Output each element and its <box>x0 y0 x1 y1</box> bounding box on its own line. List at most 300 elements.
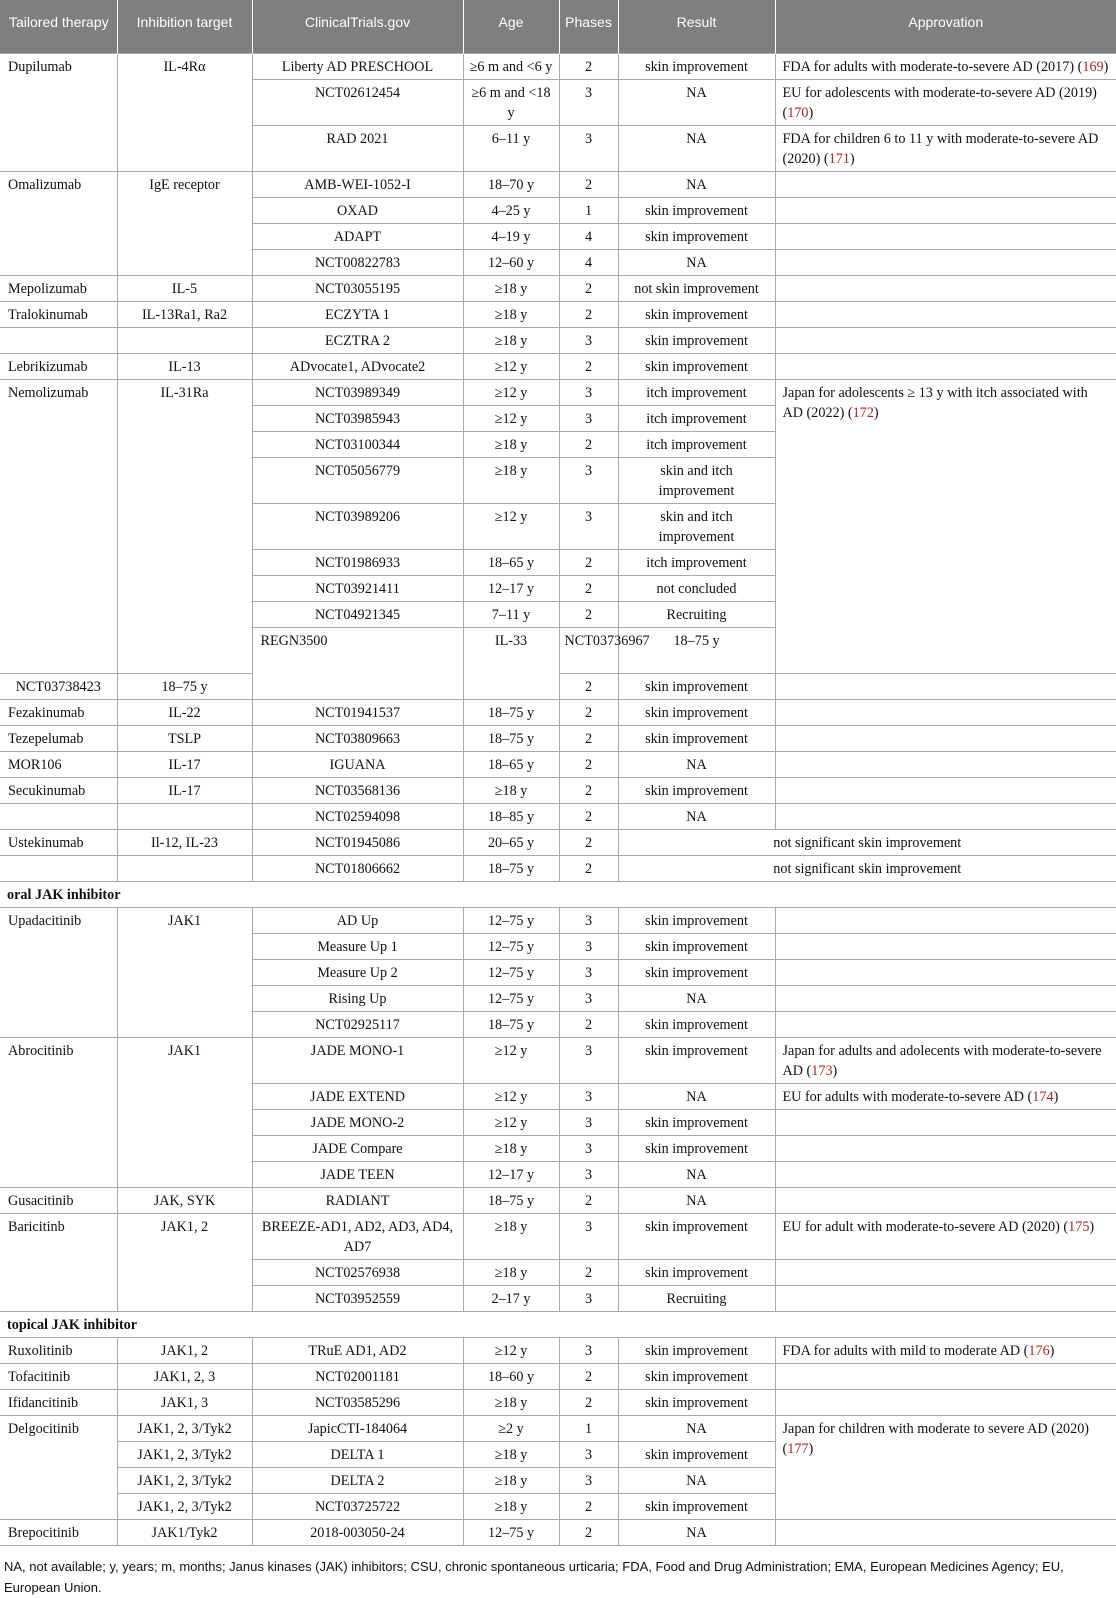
trial-id-cell: NCT01986933 <box>252 550 463 576</box>
approval-cell <box>775 172 1116 198</box>
phase-cell: 2 <box>559 674 618 700</box>
trial-id-cell: NCT03585296 <box>252 1390 463 1416</box>
result-cell: itch improvement <box>618 406 775 432</box>
trial-id-cell: ECZYTA 1 <box>252 302 463 328</box>
trial-id-cell: JADE MONO-2 <box>252 1110 463 1136</box>
age-cell: ≥18 y <box>463 778 559 804</box>
trial-id-cell: NCT01945086 <box>252 830 463 856</box>
table-row <box>0 908 1116 934</box>
therapy-cell: Ruxolitinib <box>0 1338 117 1364</box>
target-cell: JAK1, 2, 3/Tyk2 <box>117 1468 252 1494</box>
age-cell: 4–25 y <box>463 198 559 224</box>
table-row <box>0 1390 1116 1416</box>
target-cell: TSLP <box>117 726 252 752</box>
target-cell: JAK1, 2 <box>117 1214 252 1312</box>
table-row <box>0 172 1116 198</box>
age-cell: ≥18 y <box>463 1260 559 1286</box>
age-cell: ≥6 m and <6 y <box>463 54 559 80</box>
target-cell: JAK1, 2, 3/Tyk2 <box>117 1442 252 1468</box>
result-cell: NA <box>618 752 775 778</box>
phase-cell: 2 <box>559 550 618 576</box>
phase-cell: 2 <box>559 276 618 302</box>
table-row <box>0 830 1116 856</box>
age-cell: 18–75 y <box>463 1012 559 1038</box>
target-cell: Il-12, IL-23 <box>117 830 252 856</box>
therapy-cell: Ustekinumab <box>0 830 117 856</box>
phase-cell: 4 <box>559 224 618 250</box>
trial-id-cell: NCT03952559 <box>252 1286 463 1312</box>
table-body <box>0 54 1116 1546</box>
col-header-result: Result <box>618 0 775 54</box>
age-cell: 6–11 y <box>463 126 559 172</box>
age-cell: 18–75 y <box>463 1188 559 1214</box>
therapy-cell: Omalizumab <box>0 172 117 276</box>
approval-cell <box>775 726 1116 752</box>
target-cell: IL-22 <box>117 700 252 726</box>
age-cell: ≥12 y <box>463 504 559 550</box>
phase-cell: 3 <box>559 1286 618 1312</box>
age-cell: ≥6 m and <18 y <box>463 80 559 126</box>
phase-cell: 2 <box>559 856 618 882</box>
result-cell: skin improvement <box>618 778 775 804</box>
phase-cell: 3 <box>559 1338 618 1364</box>
trial-id-cell: AD Up <box>252 908 463 934</box>
trial-id-cell: NCT03736967 <box>559 628 618 674</box>
age-cell: ≥18 y <box>463 458 559 504</box>
approval-cell <box>775 276 1116 302</box>
approval-cell <box>775 804 1116 830</box>
age-cell: 18–70 y <box>463 172 559 198</box>
age-cell: 18–60 y <box>463 1364 559 1390</box>
col-header-target: Inhibition target <box>117 0 252 54</box>
target-cell: IL-4Rα <box>117 54 252 172</box>
age-cell: 18–75 y <box>618 628 775 674</box>
result-cell: NA <box>618 80 775 126</box>
trial-id-cell: DELTA 2 <box>252 1468 463 1494</box>
target-cell: JAK1, 2, 3 <box>117 1364 252 1390</box>
trial-id-cell: NCT02612454 <box>252 80 463 126</box>
age-cell: 12–60 y <box>463 250 559 276</box>
result-cell: skin improvement <box>618 908 775 934</box>
age-cell: ≥12 y <box>463 354 559 380</box>
result-cell: NA <box>618 126 775 172</box>
age-cell: ≥12 y <box>463 1338 559 1364</box>
target-cell: IgE receptor <box>117 172 252 276</box>
approval-text: EU for adult with moderate-to-severe AD (2020) ( <box>782 1219 1069 1235</box>
trial-id-cell: BREEZE-AD1, AD2, AD3, AD4, AD7 <box>252 1214 463 1260</box>
therapy-cell: Tezepelumab <box>0 726 117 752</box>
reference-link[interactable]: 170 <box>787 105 809 121</box>
age-cell: ≥18 y <box>463 276 559 302</box>
trial-id-cell: Rising Up <box>252 986 463 1012</box>
age-cell: ≥12 y <box>463 380 559 406</box>
result-cell: NA <box>618 1416 775 1442</box>
approval-cell <box>775 250 1116 276</box>
trial-id-cell: NCT03738423 <box>0 674 117 700</box>
target-cell: JAK1 <box>117 908 252 1038</box>
result-cell: NA <box>618 986 775 1012</box>
approval-cell <box>775 1338 1116 1364</box>
therapy-cell: Fezakinumab <box>0 700 117 726</box>
reference-link[interactable]: 172 <box>852 405 874 421</box>
phase-cell: 1 <box>559 1416 618 1442</box>
table-row <box>0 1338 1116 1364</box>
result-cell: skin improvement <box>618 1214 775 1260</box>
approval-text: FDA for children 6 to 11 y with moderate-to-severe AD (2020) ( <box>782 131 1099 167</box>
phase-cell: 3 <box>559 1038 618 1084</box>
therapy-cell: REGN3500 <box>252 628 463 700</box>
target-cell: IL-31Ra <box>117 380 252 674</box>
result-cell: skin improvement <box>618 302 775 328</box>
age-cell: ≥12 y <box>463 1038 559 1084</box>
table-row <box>0 700 1116 726</box>
approval-cell <box>775 1214 1116 1260</box>
therapy-cell: Tralokinumab <box>0 302 117 328</box>
age-cell: 12–75 y <box>463 1520 559 1546</box>
approval-cell <box>775 1110 1116 1136</box>
age-cell: 12–17 y <box>463 1162 559 1188</box>
approval-cell <box>775 908 1116 934</box>
result-cell: skin and itch improvement <box>618 504 775 550</box>
trial-id-cell: ADvocate1, ADvocate2 <box>252 354 463 380</box>
age-cell: 18–75 y <box>117 674 252 700</box>
approval-cell <box>775 302 1116 328</box>
approval-cell <box>775 1416 1116 1520</box>
result-cell: itch improvement <box>618 432 775 458</box>
approval-cell <box>775 54 1116 80</box>
table-row <box>0 1416 1116 1442</box>
phase-cell: 2 <box>559 1188 618 1214</box>
phase-cell: 2 <box>559 1494 618 1520</box>
therapy-cell <box>0 328 117 354</box>
table-row <box>0 302 1116 328</box>
therapy-cell: Gusacitinib <box>0 1188 117 1214</box>
approval-text: EU for adults with moderate-to-severe AD ( <box>782 1089 1033 1105</box>
section-label: topical JAK inhibitor <box>0 1312 1116 1338</box>
col-header-phases: Phases <box>559 0 618 54</box>
approval-cell <box>775 674 1116 700</box>
trial-id-cell: ADAPT <box>252 224 463 250</box>
result-cell: Recruiting <box>618 602 775 628</box>
reference-link[interactable]: 169 <box>1082 59 1104 75</box>
result-cell: skin improvement <box>618 1110 775 1136</box>
trial-id-cell: IGUANA <box>252 752 463 778</box>
phase-cell: 3 <box>559 126 618 172</box>
age-cell: 12–75 y <box>463 934 559 960</box>
target-cell <box>117 328 252 354</box>
therapy-cell <box>0 804 117 830</box>
result-cell: not concluded <box>618 576 775 602</box>
result-cell: skin and itch improvement <box>618 458 775 504</box>
table-row <box>0 752 1116 778</box>
approval-text: EU for adolescents with moderate-to-severe AD (2019) ( <box>782 85 1097 121</box>
target-cell: IL-13 <box>117 354 252 380</box>
result-cell: skin improvement <box>618 354 775 380</box>
table-header <box>0 0 1116 54</box>
approval-cell <box>775 328 1116 354</box>
age-cell: 18–85 y <box>463 804 559 830</box>
result-cell: NA <box>618 250 775 276</box>
reference-link[interactable]: 175 <box>1068 1219 1090 1235</box>
table-row <box>0 1188 1116 1214</box>
phase-cell: 3 <box>559 1084 618 1110</box>
phase-cell: 3 <box>559 934 618 960</box>
therapy-cell: Upadacitinib <box>0 908 117 1038</box>
therapy-cell: Dupilumab <box>0 54 117 172</box>
phase-cell: 3 <box>559 1214 618 1260</box>
result-cell: NA <box>618 1162 775 1188</box>
table-row <box>0 354 1116 380</box>
trial-id-cell: OXAD <box>252 198 463 224</box>
phase-cell: 2 <box>559 700 618 726</box>
phase-cell: 2 <box>559 1012 618 1038</box>
approval-cell <box>775 126 1116 172</box>
target-cell: JAK1/Tyk2 <box>117 1520 252 1546</box>
approval-cell <box>775 380 1116 674</box>
target-cell: JAK1, 2 <box>117 1338 252 1364</box>
phase-cell: 3 <box>559 80 618 126</box>
approval-text: FDA for adults with mild to moderate AD ( <box>782 1343 1029 1359</box>
therapy-cell: Delgocitinib <box>0 1416 117 1520</box>
age-cell: ≥18 y <box>463 1214 559 1260</box>
trial-id-cell: JADE Compare <box>252 1136 463 1162</box>
approval-cell <box>775 752 1116 778</box>
trial-id-cell: Liberty AD PRESCHOOL <box>252 54 463 80</box>
age-cell: ≥18 y <box>463 1390 559 1416</box>
age-cell: ≥18 y <box>463 1494 559 1520</box>
approval-cell <box>775 224 1116 250</box>
trial-id-cell: NCT03921411 <box>252 576 463 602</box>
result-cell: skin improvement <box>618 1038 775 1084</box>
section-row <box>0 1312 1116 1338</box>
phase-cell: 2 <box>559 726 618 752</box>
phase-cell: 3 <box>559 380 618 406</box>
result-cell: itch improvement <box>618 380 775 406</box>
result-cell: not significant skin improvement <box>618 830 1116 856</box>
target-cell: JAK1, 3 <box>117 1390 252 1416</box>
phase-cell: 2 <box>559 432 618 458</box>
phase-cell: 2 <box>559 54 618 80</box>
trial-id-cell: NCT03809663 <box>252 726 463 752</box>
approval-text: FDA for adults with moderate-to-severe AD (2017) ( <box>782 59 1083 75</box>
phase-cell: 3 <box>559 406 618 432</box>
target-cell: IL-17 <box>117 752 252 778</box>
therapy-cell: Lebrikizumab <box>0 354 117 380</box>
approval-text: Japan for adults and adolecents with moderate-to-severe AD ( <box>782 1043 1102 1079</box>
approval-cell <box>775 1136 1116 1162</box>
table-row <box>0 380 1116 406</box>
approval-text-end: ) <box>1053 1089 1059 1105</box>
table-row <box>0 1038 1116 1084</box>
approval-cell <box>775 1188 1116 1214</box>
therapy-cell: Tofacitinib <box>0 1364 117 1390</box>
result-cell: skin improvement <box>618 1442 775 1468</box>
age-cell: ≥18 y <box>463 302 559 328</box>
trial-id-cell: NCT02001181 <box>252 1364 463 1390</box>
approval-text-end: ) <box>1089 1219 1095 1235</box>
phase-cell: 2 <box>559 804 618 830</box>
trial-id-cell: Measure Up 1 <box>252 934 463 960</box>
trial-id-cell: NCT03989206 <box>252 504 463 550</box>
result-cell: skin improvement <box>618 1136 775 1162</box>
age-cell: ≥18 y <box>463 432 559 458</box>
target-cell: JAK1, 2, 3/Tyk2 <box>117 1494 252 1520</box>
phase-cell: 2 <box>559 1520 618 1546</box>
reference-link[interactable]: 177 <box>787 1441 809 1457</box>
trial-id-cell: JADE TEEN <box>252 1162 463 1188</box>
result-cell: skin improvement <box>618 54 775 80</box>
col-header-trial: ClinicalTrials.gov <box>252 0 463 54</box>
phase-cell: 4 <box>559 250 618 276</box>
target-cell: JAK1 <box>117 1038 252 1188</box>
therapy-cell <box>0 856 117 882</box>
therapy-cell: Ifidancitinib <box>0 1390 117 1416</box>
table-row <box>0 1364 1116 1390</box>
target-cell <box>117 856 252 882</box>
result-cell: Recruiting <box>618 1286 775 1312</box>
col-header-approval: Approvation <box>775 0 1116 54</box>
therapy-cell: Abrocitinib <box>0 1038 117 1188</box>
result-cell: NA <box>618 172 775 198</box>
age-cell: ≥12 y <box>463 1084 559 1110</box>
age-cell: 18–75 y <box>463 700 559 726</box>
therapy-cell: Secukinumab <box>0 778 117 804</box>
phase-cell: 2 <box>559 1364 618 1390</box>
phase-cell: 2 <box>559 576 618 602</box>
target-cell: JAK1, 2, 3/Tyk2 <box>117 1416 252 1442</box>
therapy-cell: MOR106 <box>0 752 117 778</box>
approval-cell <box>775 1520 1116 1546</box>
age-cell: ≥12 y <box>463 406 559 432</box>
table-row <box>0 1214 1116 1260</box>
result-cell: skin improvement <box>618 1012 775 1038</box>
trial-id-cell: Measure Up 2 <box>252 960 463 986</box>
approval-text-end: ) <box>808 1441 814 1457</box>
trial-id-cell: DELTA 1 <box>252 1442 463 1468</box>
phase-cell: 3 <box>559 458 618 504</box>
col-header-age: Age <box>463 0 559 54</box>
age-cell: ≥2 y <box>463 1416 559 1442</box>
result-cell: skin improvement <box>618 198 775 224</box>
reference-link[interactable]: 174 <box>1032 1089 1054 1105</box>
phase-cell: 2 <box>559 172 618 198</box>
phase-cell: 3 <box>559 1162 618 1188</box>
phase-cell: 3 <box>559 504 618 550</box>
trial-id-cell: JADE MONO-1 <box>252 1038 463 1084</box>
target-cell: IL-33 <box>463 628 559 700</box>
approval-text: Japan for children with moderate to severe AD (2020) ( <box>782 1421 1090 1457</box>
result-cell: NA <box>618 1188 775 1214</box>
table-row <box>0 726 1116 752</box>
reference-link[interactable]: 173 <box>811 1063 833 1079</box>
phase-cell: 2 <box>559 302 618 328</box>
approval-cell <box>775 1286 1116 1312</box>
table-row <box>0 328 1116 354</box>
phase-cell: 3 <box>559 986 618 1012</box>
age-cell: 12–75 y <box>463 986 559 1012</box>
age-cell: 18–65 y <box>463 752 559 778</box>
trial-id-cell: NCT03985943 <box>252 406 463 432</box>
approval-text-end: ) <box>873 405 879 421</box>
approval-cell <box>775 700 1116 726</box>
trial-id-cell: NCT02594098 <box>252 804 463 830</box>
phase-cell: 2 <box>559 354 618 380</box>
trial-id-cell: NCT01941537 <box>252 700 463 726</box>
table-row <box>0 804 1116 830</box>
phase-cell: 2 <box>559 1390 618 1416</box>
phase-cell: 3 <box>559 960 618 986</box>
age-cell: ≥18 y <box>463 1468 559 1494</box>
approval-cell <box>775 1260 1116 1286</box>
target-cell: IL-17 <box>117 778 252 804</box>
trial-id-cell: NCT05056779 <box>252 458 463 504</box>
trial-id-cell: JapicCTI-184064 <box>252 1416 463 1442</box>
col-header-therapy: Tailored therapy <box>0 0 117 54</box>
trial-id-cell: TRuE AD1, AD2 <box>252 1338 463 1364</box>
approval-cell <box>775 1012 1116 1038</box>
phase-cell: 3 <box>559 1136 618 1162</box>
trial-id-cell: NCT02576938 <box>252 1260 463 1286</box>
result-cell: skin improvement <box>618 224 775 250</box>
age-cell: 18–75 y <box>463 856 559 882</box>
phase-cell: 3 <box>559 1110 618 1136</box>
phase-cell: 2 <box>559 778 618 804</box>
reference-link[interactable]: 171 <box>828 151 850 167</box>
result-cell: skin improvement <box>618 934 775 960</box>
reference-link[interactable]: 176 <box>1028 1343 1050 1359</box>
trial-id-cell: 2018-003050-24 <box>252 1520 463 1546</box>
phase-cell: 1 <box>559 198 618 224</box>
approval-cell <box>775 986 1116 1012</box>
target-cell <box>117 804 252 830</box>
trial-id-cell: AMB-WEI-1052-I <box>252 172 463 198</box>
age-cell: ≥18 y <box>463 1442 559 1468</box>
result-cell: skin improvement <box>618 1390 775 1416</box>
phase-cell: 2 <box>559 752 618 778</box>
approval-cell <box>775 934 1116 960</box>
result-cell: NA <box>618 1520 775 1546</box>
phase-cell: 3 <box>559 908 618 934</box>
phase-cell: 2 <box>559 1260 618 1286</box>
target-cell: JAK, SYK <box>117 1188 252 1214</box>
age-cell: 20–65 y <box>463 830 559 856</box>
approval-cell <box>775 354 1116 380</box>
age-cell: 2–17 y <box>463 1286 559 1312</box>
result-cell: not significant skin improvement <box>618 856 1116 882</box>
age-cell: 18–65 y <box>463 550 559 576</box>
result-cell: itch improvement <box>618 550 775 576</box>
therapy-cell: Mepolizumab <box>0 276 117 302</box>
approval-cell <box>775 1364 1116 1390</box>
trial-id-cell: RADIANT <box>252 1188 463 1214</box>
approval-cell <box>775 778 1116 804</box>
approval-cell <box>775 80 1116 126</box>
approval-cell <box>775 1162 1116 1188</box>
trial-id-cell: RAD 2021 <box>252 126 463 172</box>
trial-id-cell: NCT03989349 <box>252 380 463 406</box>
approval-cell <box>775 960 1116 986</box>
approval-cell <box>775 1038 1116 1084</box>
approval-text-end: ) <box>849 151 855 167</box>
section-label: oral JAK inhibitor <box>0 882 1116 908</box>
trial-id-cell: NCT00822783 <box>252 250 463 276</box>
approval-cell <box>775 1084 1116 1110</box>
age-cell: ≥12 y <box>463 1110 559 1136</box>
result-cell: skin improvement <box>618 328 775 354</box>
approval-cell <box>775 198 1116 224</box>
result-cell: skin improvement <box>618 700 775 726</box>
therapy-cell: Brepocitinib <box>0 1520 117 1546</box>
